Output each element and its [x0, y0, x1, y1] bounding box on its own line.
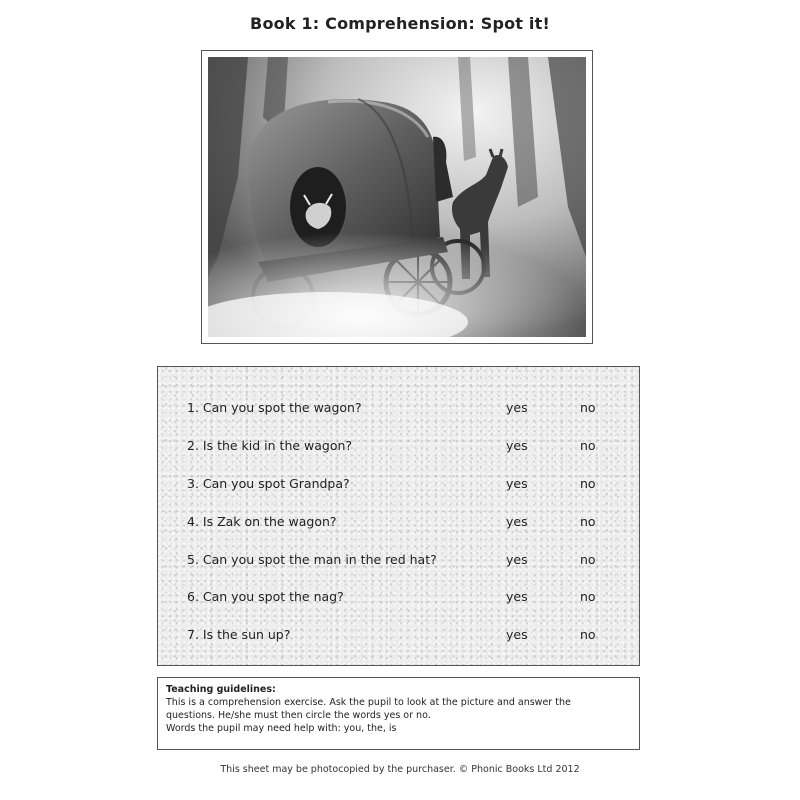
- guidelines-heading: Teaching guidelines:: [166, 684, 276, 695]
- question-text: 2. Is the kid in the wagon?: [187, 438, 353, 453]
- guidelines-line: This is a comprehension exercise. Ask the pupil to look at the picture and answer the: [166, 697, 571, 708]
- answer-yes[interactable]: yes: [506, 476, 528, 491]
- questions-box: [157, 366, 640, 666]
- answer-yes[interactable]: yes: [506, 400, 528, 415]
- question-row: [158, 549, 639, 573]
- question-text: 5. Can you spot the man in the red hat?: [187, 552, 437, 567]
- question-row: [158, 435, 639, 459]
- copyright-footer: This sheet may be photocopied by the purchaser. © Phonic Books Ltd 2012: [220, 764, 580, 775]
- question-row: [158, 511, 639, 535]
- question-text: 6. Can you spot the nag?: [187, 589, 344, 604]
- question-text: 7. Is the sun up?: [187, 627, 291, 642]
- guidelines-line: questions. He/she must then circle the words yes or no.: [166, 710, 431, 721]
- wagon-scene-illustration: [208, 57, 586, 337]
- answer-no[interactable]: no: [580, 476, 596, 491]
- teaching-guidelines-box: [157, 677, 640, 750]
- illustration-frame: [201, 50, 593, 344]
- guidelines-line: Words the pupil may need help with: you, the, is: [166, 723, 397, 734]
- answer-no[interactable]: no: [580, 589, 596, 604]
- answer-yes[interactable]: yes: [506, 514, 528, 529]
- answer-no[interactable]: no: [580, 400, 596, 415]
- question-row: [158, 624, 639, 648]
- question-text: 4. Is Zak on the wagon?: [187, 514, 337, 529]
- answer-no[interactable]: no: [580, 514, 596, 529]
- answer-yes[interactable]: yes: [506, 552, 528, 567]
- page-title: Book 1: Comprehension: Spot it!: [250, 14, 550, 33]
- answer-no[interactable]: no: [580, 627, 596, 642]
- answer-yes[interactable]: yes: [506, 589, 528, 604]
- question-row: [158, 473, 639, 497]
- question-text: 3. Can you spot Grandpa?: [187, 476, 350, 491]
- question-row: [158, 586, 639, 610]
- answer-no[interactable]: no: [580, 552, 596, 567]
- answer-yes[interactable]: yes: [506, 627, 528, 642]
- answer-no[interactable]: no: [580, 438, 596, 453]
- question-text: 1. Can you spot the wagon?: [187, 400, 362, 415]
- answer-yes[interactable]: yes: [506, 438, 528, 453]
- question-row: [158, 397, 639, 421]
